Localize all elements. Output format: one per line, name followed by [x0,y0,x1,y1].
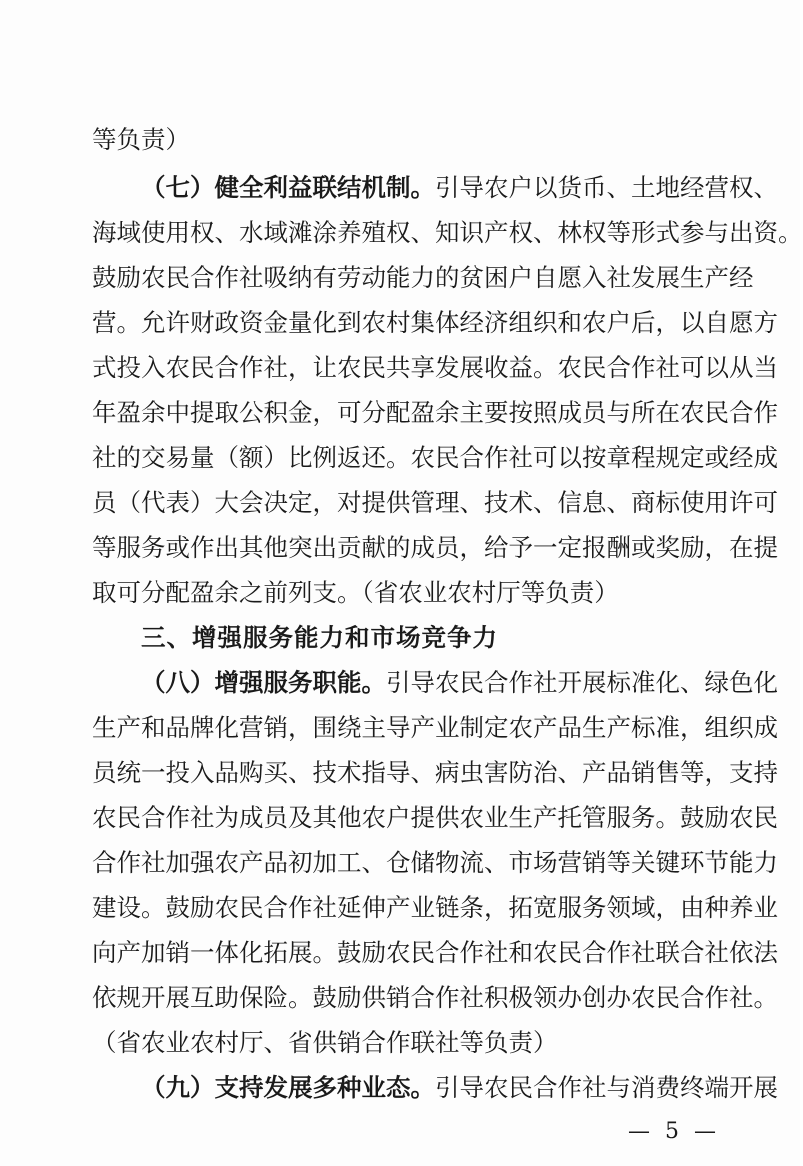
text-line: 员（代表）大会决定，对提供管理、技术、信息、商标使用许可 [92,488,778,517]
text-line: （九）支持发展多种业态。引导农民合作社与消费终端开展 [141,1073,778,1102]
text-line: 等负责） [92,125,190,154]
text-line: 社的交易量（额）比例返还。农民合作社可以按章程规定或经成 [92,443,778,472]
text-line: 年盈余中提取公积金，可分配盈余主要按照成员与所在农民合作 [92,398,778,427]
text-line: 建设。鼓励农民合作社延伸产业链条，拓宽服务领域，由种养业 [92,893,778,922]
text-line: 向产加销一体化拓展。鼓励农民合作社和农民合作社联合社依法 [92,938,778,967]
text-line: 依规开展互助保险。鼓励供销合作社积极领办创办农民合作社。 [92,983,778,1012]
text-line: 鼓励农民合作社吸纳有劳动能力的贫困户自愿入社发展生产经 [92,263,754,292]
section-lead: （九）支持发展多种业态。 [141,1073,435,1102]
text-line: 员统一投入品购买、技术指导、病虫害防治、产品销售等，支持 [92,758,778,787]
text-line: 生产和品牌化营销，围绕主导产业制定农产品生产标准，组织成 [92,713,778,742]
text-line: （省农业农村厅、省供销合作联社等负责） [92,1028,558,1057]
section-heading: 三、增强服务能力和市场竞争力 [141,623,498,652]
section-lead: （七）健全利益联结机制。 [141,173,435,202]
text-line: （七）健全利益联结机制。引导农户以货币、土地经营权、 [141,173,778,202]
text-line: （八）增强服务职能。引导农民合作社开展标准化、绿色化 [141,668,778,697]
text-line: 农民合作社为成员及其他农户提供农业生产托管服务。鼓励农民 [92,803,778,832]
text-line: 式投入农民合作社，让农民共享发展收益。农民合作社可以从当 [92,353,778,382]
section-lead: （八）增强服务职能。 [141,668,386,697]
text-line: 海域使用权、水域滩涂养殖权、知识产权、林权等形式参与出资。 [92,218,803,247]
page-number: — 5 — [628,1119,720,1144]
text-line: 等服务或作出其他突出贡献的成员，给予一定报酬或奖励，在提 [92,533,778,562]
text-line: 营。允许财政资金量化到农村集体经济组织和农户后，以自愿方 [92,308,778,337]
text-line: 合作社加强农产品初加工、仓储物流、市场营销等关键环节能力 [92,848,778,877]
text-line: 取可分配盈余之前列支。（省农业农村厅等负责） [92,578,619,607]
